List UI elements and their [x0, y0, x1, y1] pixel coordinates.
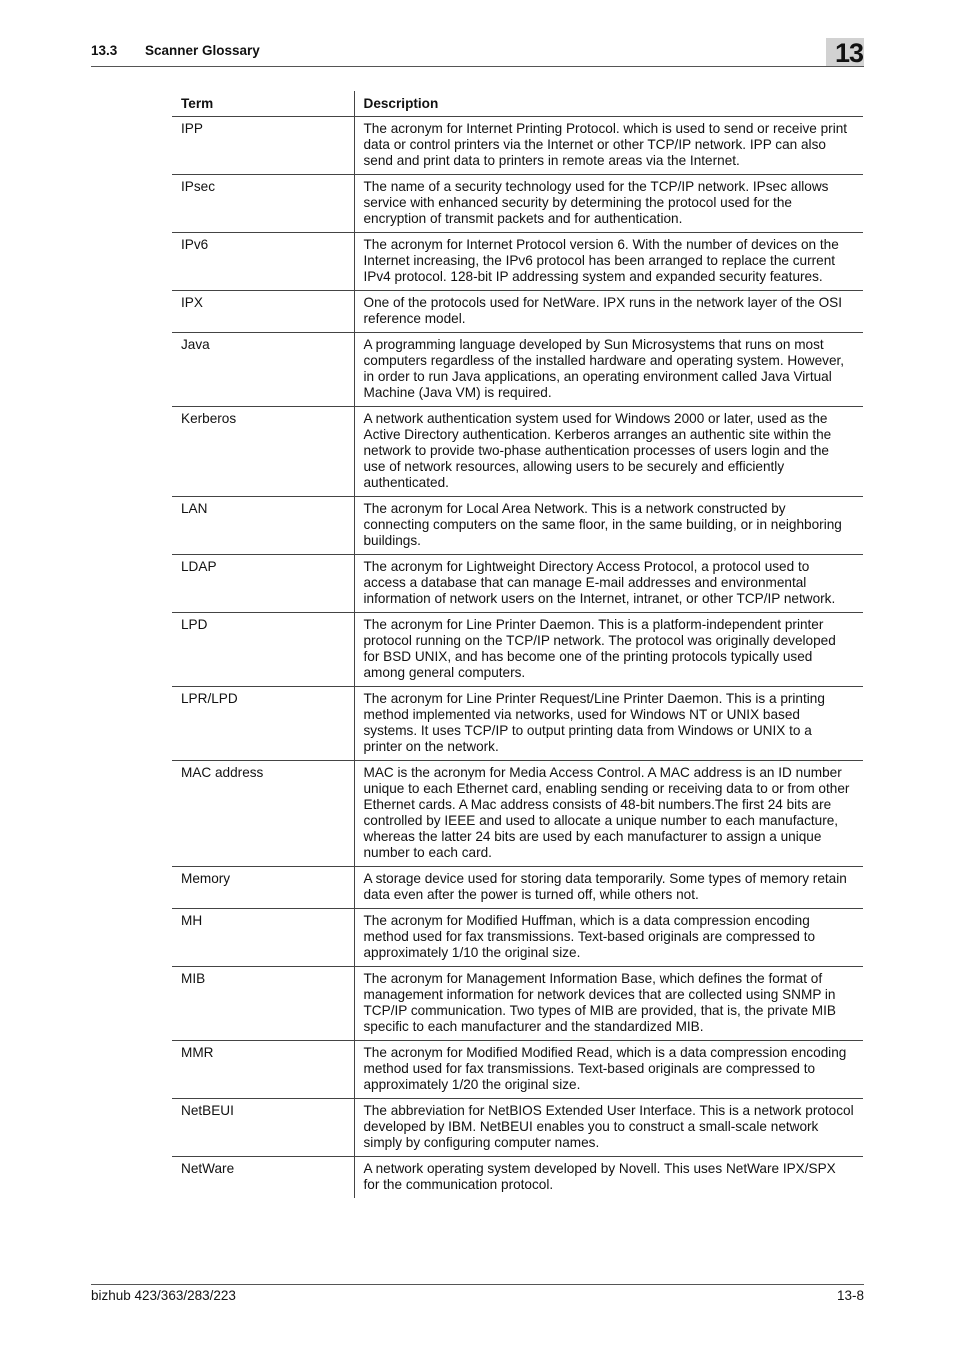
glossary-description: The acronym for Management Information Base, which defines the format of management information for network devices that are collected using SNMP in TCP/IP communication. Two types of MIB are provided, that is, the private MIB specific to each manufacturer and the standardized MIB.: [354, 967, 863, 1041]
glossary-term: LPD: [172, 613, 354, 687]
chapter-badge: [826, 38, 864, 66]
glossary-description: A programming language developed by Sun Microsystems that runs on most computers regardless of the installed hardware and operating system. However, in order to run Java applications, an operating environment called Java Virtual Machine (Java VM) is required.: [354, 333, 863, 407]
table-row: [172, 117, 863, 175]
table-row: [172, 867, 863, 909]
table-row: [172, 233, 863, 291]
table-row: [172, 909, 863, 967]
glossary-term: MIB: [172, 967, 354, 1041]
chapter-number: 13: [834, 38, 863, 68]
glossary-description: A network authentication system used for Windows 2000 or later, used as the Active Directory authentication. Kerberos arranges an authentic site within the network to provide two-phase authentication processes of users login and the use of network resources, allowing users to be securely and efficiently authenticated.: [354, 407, 863, 497]
table-row: [172, 1157, 863, 1199]
glossary-description: The acronym for Line Printer Daemon. This is a platform-independent printer protocol running on the TCP/IP network. The protocol was originally developed for BSD UNIX, and has become one of the printing protocols typically used among general computers.: [354, 613, 863, 687]
glossary-term: IPv6: [172, 233, 354, 291]
glossary-term: MAC address: [172, 761, 354, 867]
glossary-description: MAC is the acronym for Media Access Control. A MAC address is an ID number unique to each Ethernet card, enabling sending or receiving data to or from other Ethernet cards. A Mac address consists of 48-bit numbers.The first 24 bits are controlled by IEEE and used to allocate a unique number to each manufacture, whereas the latter 24 bits are used by each manufacturer to assign a unique number to each card.: [354, 761, 863, 867]
footer-page-number: 13-8: [836, 1288, 864, 1303]
glossary-term: NetBEUI: [172, 1099, 354, 1157]
glossary-description: The name of a security technology used for the TCP/IP network. IPsec allows service with enhanced security by determining the protocol used for the encryption of transmit packets and for authentication.: [354, 175, 863, 233]
glossary-description: One of the protocols used for NetWare. IPX runs in the network layer of the OSI reference model.: [354, 291, 863, 333]
section-number: 13.3: [91, 43, 118, 58]
glossary-term: Java: [172, 333, 354, 407]
glossary-term: IPP: [172, 117, 354, 175]
glossary-body: [172, 117, 863, 1199]
glossary-description: The acronym for Modified Huffman, which is a data compression encoding method used for fax transmissions. Text-based originals are compressed to approximately 1/10 the original size.: [354, 909, 863, 967]
glossary-description: A storage device used for storing data temporarily. Some types of memory retain data even after the power is turned off, while others not.: [354, 867, 863, 909]
glossary-term: LPR/LPD: [172, 687, 354, 761]
glossary-description: The acronym for Internet Printing Protocol. which is used to send or receive print data or control printers via the Internet or other TCP/IP network. IPP can also send and print data to printers in remote areas via the Internet.: [354, 117, 863, 175]
glossary-term: IPsec: [172, 175, 354, 233]
table-row: [172, 407, 863, 497]
glossary-term: LAN: [172, 497, 354, 555]
glossary-description: The acronym for Lightweight Directory Access Protocol, a protocol used to access a database that can manage E-mail addresses and environmental information of network users on the Internet, intranet, or other TCP/IP network.: [354, 555, 863, 613]
glossary-table: [172, 91, 863, 1198]
table-row: [172, 291, 863, 333]
section-title: Scanner Glossary: [145, 43, 260, 58]
glossary-description: The abbreviation for NetBIOS Extended User Interface. This is a network protocol developed by IBM. NetBEUI enables you to construct a small-scale network simply by configuring computer names.: [354, 1099, 863, 1157]
footer-model: bizhub 423/363/283/223: [91, 1288, 236, 1303]
glossary-term: Kerberos: [172, 407, 354, 497]
table-row: [172, 1099, 863, 1157]
page-header: [91, 38, 864, 68]
page-footer: [91, 1284, 864, 1309]
glossary-description: The acronym for Internet Protocol version 6. With the number of devices on the Internet increasing, the IPv6 protocol has been arranged to replace the current IPv4 protocol. 128-bit IP addressing system and expanded security features.: [354, 233, 863, 291]
glossary-term: IPX: [172, 291, 354, 333]
table-row: [172, 497, 863, 555]
glossary-term: MH: [172, 909, 354, 967]
glossary-description: A network operating system developed by Novell. This uses NetWare IPX/SPX for the communication protocol.: [363, 1161, 836, 1192]
table-row: [172, 613, 863, 687]
column-header-term: Term: [172, 91, 354, 117]
table-row: [172, 967, 863, 1041]
table-row: [172, 333, 863, 407]
table-row: [172, 175, 863, 233]
glossary-description: The acronym for Line Printer Request/Line Printer Daemon. This is a printing method implemented via networks, used for Windows NT or UNIX based systems. It uses TCP/IP to output printing data from Windows or UNIX to a printer on the network.: [354, 687, 863, 761]
column-header-description: Description: [354, 91, 863, 117]
table-row: [172, 555, 863, 613]
glossary-term: LDAP: [172, 555, 354, 613]
table-row: [172, 761, 863, 867]
glossary-term: NetWare: [172, 1157, 354, 1199]
glossary-term: Memory: [172, 867, 354, 909]
glossary-term: MMR: [172, 1041, 354, 1099]
table-row: [172, 1041, 863, 1099]
table-header-row: [172, 91, 863, 117]
glossary-description: The acronym for Modified Modified Read, which is a data compression encoding method used for fax transmissions. Text-based originals are compressed to approximately 1/20 the original size.: [354, 1041, 863, 1099]
glossary-description: The acronym for Local Area Network. This is a network constructed by connecting computers on the same floor, in the same building, or in neighboring buildings.: [354, 497, 863, 555]
table-row: [172, 687, 863, 761]
